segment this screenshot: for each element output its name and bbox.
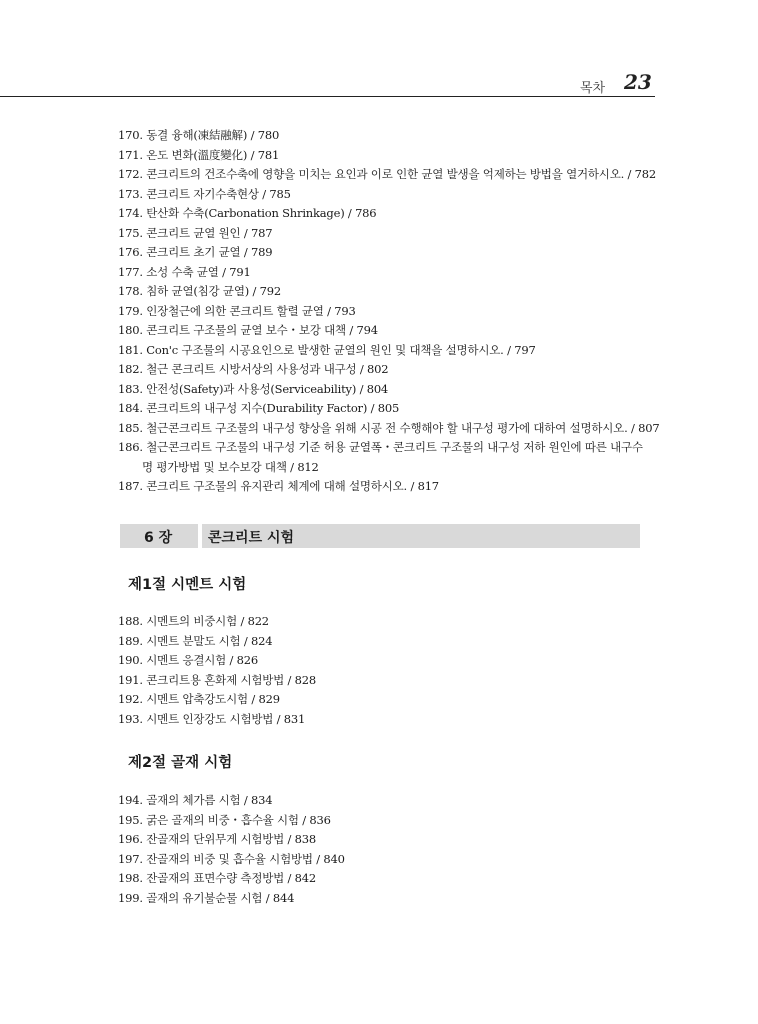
toc-entry[interactable]: 196. 잔골재의 단위무게 시험방법 / 838 [118, 832, 317, 846]
toc-entry[interactable]: 192. 시멘트 압축강도시험 / 829 [118, 692, 280, 706]
chapter-divider [198, 524, 202, 548]
toc-entry[interactable]: 185. 철근콘크리트 구조물의 내구성 향상을 위해 시공 전 수행해야 할 내구성 평가에 대하여 설명하시오. / 807 [118, 420, 660, 435]
toc-entry[interactable]: 174. 탄산화 수축(Carbonation Shrinkage) / 786 [118, 206, 377, 220]
toc-entry[interactable]: 198. 잔골재의 표면수량 측정방법 / 842 [118, 871, 317, 885]
toc-entry[interactable]: 178. 침하 균열(침강 균열) / 792 [118, 284, 281, 298]
header-label: 목차 [580, 81, 606, 96]
toc-entry[interactable]: 183. 안전성(Safety)과 사용성(Serviceability) / 804 [118, 381, 389, 396]
toc-entry[interactable]: 175. 콘크리트 균열 원인 / 787 [118, 225, 273, 240]
page-number: 23 [624, 70, 652, 94]
toc-entry[interactable]: 189. 시멘트 분말도 시험 / 824 [118, 633, 273, 648]
toc-list-cement [118, 612, 658, 729]
toc-entry[interactable]: 194. 골재의 체가름 시험 / 834 [118, 793, 273, 807]
section-title-aggregate: 제2절 골재 시험 [128, 755, 233, 771]
toc-entry[interactable]: 170. 동결 융해(凍結融解) / 780 [118, 128, 280, 142]
toc-entry[interactable]: 171. 온도 변화(溫度變化) / 781 [118, 147, 280, 162]
toc-entry[interactable]: 199. 골재의 유기불순물 시험 / 844 [118, 890, 295, 905]
toc-entry[interactable]: 179. 인장철근에 의한 콘크리트 할렬 균열 / 793 [118, 303, 356, 318]
toc-list-aggregate [118, 791, 658, 908]
toc-entry-continuation[interactable]: 명 평가방법 및 보수보강 대책 / 812 [142, 459, 319, 474]
toc-entry[interactable]: 173. 콘크리트 자기수축현상 / 785 [118, 186, 291, 201]
toc-entry[interactable]: 182. 철근 콘크리트 시방서상의 사용성과 내구성 / 802 [118, 362, 389, 376]
toc-entry[interactable]: 193. 시멘트 인장강도 시험방법 / 831 [118, 711, 306, 726]
toc-entry[interactable]: 177. 소성 수축 균열 / 791 [118, 264, 251, 279]
toc-entry[interactable]: 184. 콘크리트의 내구성 지수(Durability Factor) / 805 [118, 401, 400, 415]
header-rule [0, 96, 655, 97]
toc-entry[interactable]: 172. 콘크리트의 건조수축에 영향을 미치는 요인과 이로 인한 균열 발생을 억제하는 방법을 열거하시오. / 782 [118, 167, 657, 181]
chapter-number: 6 장 [144, 530, 173, 546]
section-title-cement: 제1절 시멘트 시험 [128, 577, 247, 593]
toc-entry[interactable]: 176. 콘크리트 초기 균열 / 789 [118, 245, 273, 259]
toc-entry[interactable]: 180. 콘크리트 구조물의 균열 보수・보강 대책 / 794 [118, 323, 378, 337]
toc-entry[interactable]: 197. 잔골재의 비중 및 흡수율 시험방법 / 840 [118, 851, 345, 866]
toc-entry[interactable]: 195. 굵은 골재의 비중・흡수율 시험 / 836 [118, 812, 331, 827]
toc-entry[interactable]: 190. 시멘트 응결시험 / 826 [118, 653, 259, 667]
toc-entry[interactable]: 181. Con'c 구조물의 시공요인으로 발생한 균열의 원인 및 대책을 설명하시오. / 797 [118, 342, 536, 357]
toc-entry[interactable]: 187. 콘크리트 구조물의 유지관리 체계에 대해 설명하시오. / 817 [118, 479, 439, 493]
chapter-title: 콘크리트 시험 [208, 530, 295, 546]
toc-entry[interactable]: 188. 시멘트의 비중시험 / 822 [118, 614, 269, 628]
toc-entry[interactable]: 186. 철근콘크리트 구조물의 내구성 기준 허용 균열폭・콘크리트 구조물의 내구성 저하 원인에 따른 내구수 [118, 440, 643, 454]
toc-entry[interactable]: 191. 콘크리트용 혼화제 시험방법 / 828 [118, 672, 317, 687]
chapter-heading-bar [120, 524, 640, 548]
toc-list-chapter5 [118, 126, 658, 497]
